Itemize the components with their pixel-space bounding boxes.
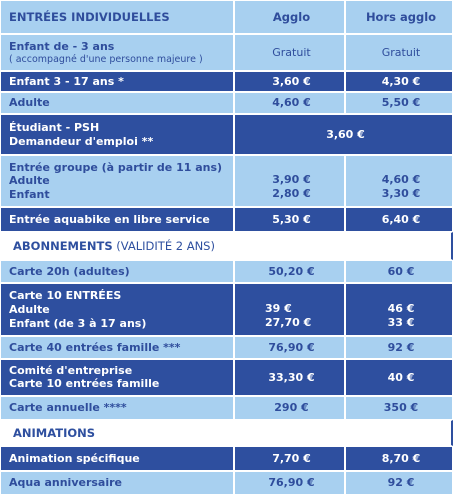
price-agglo: 4,60 €: [234, 92, 345, 114]
row-label-adulte: Adulte: [9, 302, 50, 316]
price-hors-agglo: [345, 155, 453, 208]
column-header-agglo: Agglo: [234, 0, 345, 34]
price-hors-agglo: 8,70 €: [345, 446, 453, 470]
price-hors-enfant: 3,30 €: [381, 187, 421, 201]
price-agglo: 33,30 €: [234, 359, 345, 395]
section-header-row: [0, 420, 453, 446]
price-hors-agglo: 4,30 €: [345, 71, 453, 92]
price-agglo-adulte: 3,90 €: [272, 173, 311, 187]
table-row: [0, 283, 453, 336]
table-row: [0, 114, 453, 154]
row-label-line1: Étudiant - PSH: [9, 120, 100, 134]
row-label-line2: Carte 10 entrées famille: [9, 377, 160, 391]
price-hors-agglo: 40 €: [345, 359, 453, 395]
price-agglo: [234, 155, 345, 208]
row-label-note: ( accompagné d'une personne majeure ): [9, 53, 203, 65]
price-hors-agglo: 5,50 €: [345, 92, 453, 114]
price-agglo: [234, 283, 345, 336]
row-label: Enfant 3 - 17 ans *: [0, 71, 234, 92]
section-title-entrees: ENTRÉES INDIVIDUELLES: [0, 0, 234, 34]
price-agglo: 3,60 €: [234, 71, 345, 92]
price-agglo: Gratuit: [234, 34, 345, 70]
table-header-row: [0, 0, 453, 34]
price-agglo: 76,90 €: [234, 336, 345, 359]
price-agglo: 5,30 €: [234, 207, 345, 231]
table-row: [0, 34, 453, 70]
table-row: [0, 359, 453, 395]
table-row: [0, 260, 453, 283]
table-row: [0, 446, 453, 470]
section-header-row: [0, 232, 453, 260]
row-label-enfant: Enfant (de 3 à 17 ans): [9, 316, 147, 330]
row-label: [0, 114, 234, 154]
table-row: [0, 92, 453, 114]
table-row: [0, 471, 453, 495]
price-hors-enfant: 33 €: [387, 315, 415, 329]
row-label-enfant: Enfant: [9, 188, 50, 202]
price-agglo: 50,20 €: [234, 260, 345, 283]
price-agglo-adulte: 39 €: [265, 301, 292, 315]
price-hors-agglo: 6,40 €: [345, 207, 453, 231]
row-label-main: Entrée groupe (à partir de 11 ans): [9, 160, 223, 174]
price-agglo: 290 €: [234, 396, 345, 420]
price-hors-agglo: Gratuit: [345, 34, 453, 70]
price-hors-agglo: [345, 283, 453, 336]
price-agglo-enfant: 2,80 €: [272, 187, 311, 201]
price-shared: 3,60 €: [234, 114, 453, 154]
price-hors-agglo: 92 €: [345, 471, 453, 495]
price-agglo-enfant: 27,70 €: [265, 315, 312, 329]
row-label: [0, 359, 234, 395]
row-label: Entrée aquabike en libre service: [0, 207, 234, 231]
column-header-hors-agglo: Hors agglo: [345, 0, 453, 34]
table-row: [0, 71, 453, 92]
row-label: Carte 40 entrées famille ***: [0, 336, 234, 359]
table-row: [0, 207, 453, 231]
section-title-main: ABONNEMENTS: [13, 238, 113, 253]
table-row: [0, 336, 453, 359]
row-label-main: Carte 10 ENTRÉES: [9, 289, 122, 303]
price-hors-agglo: 92 €: [345, 336, 453, 359]
row-label: Carte annuelle ****: [0, 396, 234, 420]
row-label: Aqua anniversaire: [0, 471, 234, 495]
row-label: Carte 20h (adultes): [0, 260, 234, 283]
row-label-adulte: Adulte: [9, 174, 50, 188]
row-label: Adulte: [0, 92, 234, 114]
table-row: [0, 155, 453, 208]
section-title-abonnements: [0, 232, 453, 260]
row-label: [0, 283, 234, 336]
row-label: Animation spécifique: [0, 446, 234, 470]
price-hors-adulte: 4,60 €: [381, 173, 421, 187]
price-agglo: 7,70 €: [234, 446, 345, 470]
section-title-animations: ANIMATIONS: [0, 420, 453, 446]
row-label: [0, 155, 234, 208]
row-label-main: Enfant de - 3 ans: [9, 39, 115, 53]
price-hors-agglo: 350 €: [345, 396, 453, 420]
price-hors-agglo: 60 €: [345, 260, 453, 283]
row-label-line2: Demandeur d'emploi **: [9, 134, 154, 148]
row-label: [0, 34, 234, 70]
section-title-sub: (VALIDITÉ 2 ANS): [112, 238, 215, 253]
table-row: [0, 396, 453, 420]
price-agglo: 76,90 €: [234, 471, 345, 495]
price-hors-adulte: 46 €: [387, 301, 415, 315]
row-label-line1: Comité d'entreprise: [9, 363, 133, 377]
